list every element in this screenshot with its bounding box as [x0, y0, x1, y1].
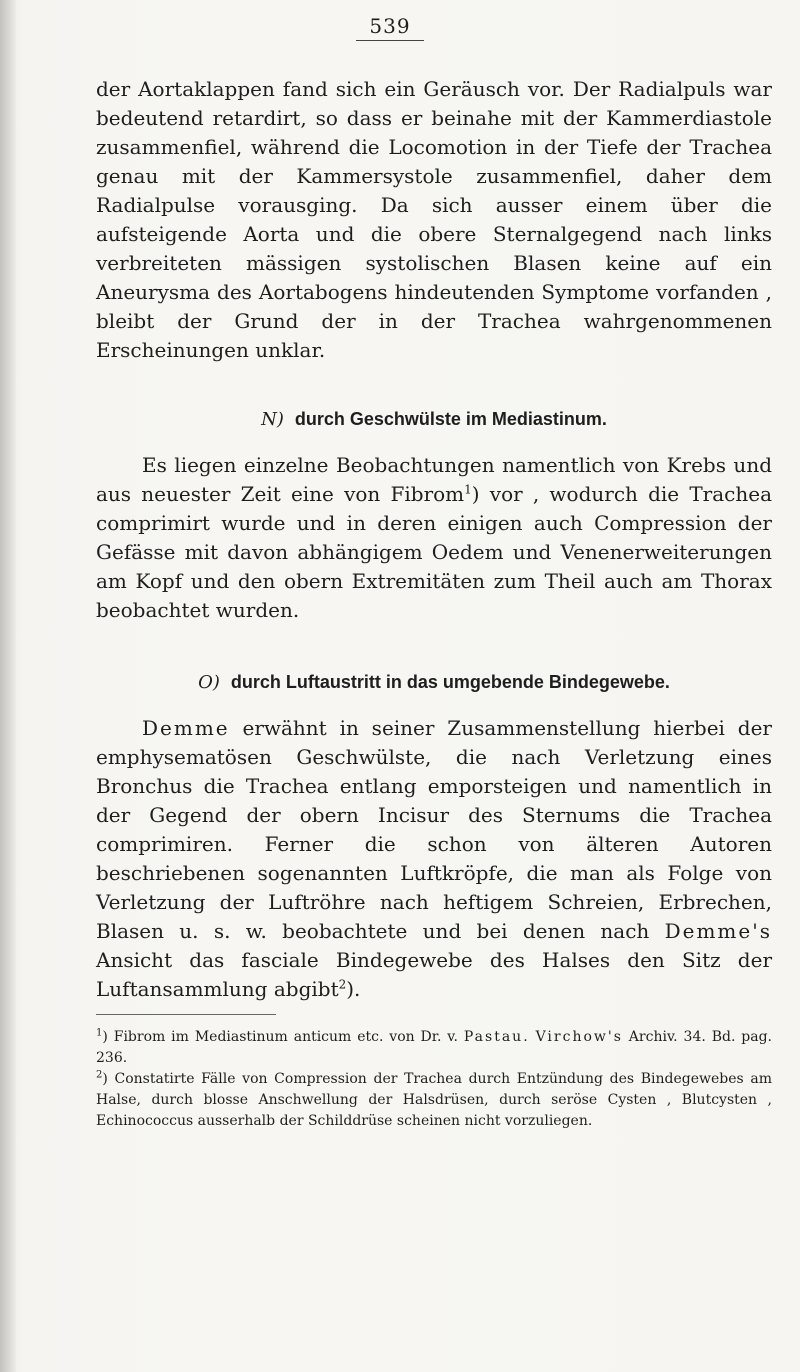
footnote-text: ) Fibrom im Mediastinum anticum etc. von Dr. v.	[102, 1029, 464, 1045]
spacer	[96, 434, 772, 451]
footnote-text: Archiv. 34. Bd. pag. 236.	[96, 1029, 773, 1066]
footnote-marker: 1	[96, 1027, 103, 1039]
paragraph-text: Ansicht das fasciale Bindegewebe des Halses den Sitz der Luftansammlung abgibt	[96, 948, 772, 1001]
spacer	[96, 365, 772, 405]
footnote-marker: 2	[96, 1069, 103, 1081]
paragraph-emphysema	[96, 714, 772, 1004]
section-title-mediastinum: durch Geschwülste im Mediastinum.	[294, 409, 607, 429]
page-edge-shadow	[0, 0, 16, 1372]
paragraph-text: Es liegen einzelne Beobachtungen namentlich von Krebs und aus neuester Zeit eine von Fibrom	[96, 453, 772, 506]
footnote-separator	[96, 1014, 276, 1015]
page-number-underline	[356, 40, 424, 41]
page-content	[96, 75, 772, 1132]
section-heading-mediastinum	[96, 405, 772, 434]
paragraph-text: ) vor , wodurch die Trachea comprimirt wurde und in deren einigen auch Compression der Gefässe mit davon abhängigem Oedem und Venenerweiterungen am Kopf und den obern Extremitäten zum Theil auch am Thorax beobachtet wurden.	[96, 482, 772, 622]
author-name: Pastau.	[463, 1029, 530, 1045]
footnote-1	[96, 1027, 772, 1069]
page-number: 539	[369, 14, 411, 38]
footnote-2	[96, 1069, 772, 1132]
source-name: Virchow's	[535, 1029, 623, 1045]
footnote-ref-1: 1	[464, 482, 472, 497]
spacer	[96, 625, 772, 668]
paragraph-text: erwähnt in seiner Zusammenstellung hierbei der emphysematösen Geschwülste, die nach Verletzung eines Bronchus die Trachea entlang emporsteigen und namentlich in der Gegend der obern Incisur des Sternums die Trachea comprimiren. Ferner die schon von älteren Autoren beschriebenen sogenannten Luftkröpfe, die man als Folge von Verletzung der Luftröhre nach heftigem Schreien, Erbrechen, Blasen u. s. w. beobachtete und bei denen nach	[96, 716, 772, 943]
footnote-ref-2: 2	[338, 977, 347, 992]
section-letter-o: O)	[198, 672, 220, 693]
section-letter-n: N)	[261, 409, 284, 430]
paragraph-mediastinal-tumors	[96, 451, 772, 625]
section-heading-air-leak	[96, 668, 772, 697]
footnote-text: ) Constatirte Fälle von Compression der Trachea durch Entzündung des Bindegewebes am Halse, durch blosse Anschwellung der Halsdrüsen, durch seröse Cysten , Blutcysten , Echinococcus ausserhalb der Schilddrüse scheinen nicht vorzuliegen.	[96, 1071, 772, 1129]
paragraph-aortic-valves: der Aortaklappen fand sich ein Geräusch vor. Der Radialpuls war bedeutend retardirt, so dass er beinahe mit der Kammerdiastole zusammenfiel, während die Locomotion in der Tiefe der Trachea genau mit der Kammersystole zusammenfiel, daher dem Radialpulse vorausging. Da sich ausser einem über die aufsteigende Aorta und die obere Sternalgegend nach links verbreiteten mässigen systolischen Blasen keine auf ein Aneurysma des Aortabogens hindeutenden Symptome vorfanden , bleibt der Grund der in der Trachea wahrgenommenen Erscheinungen unklar.	[96, 77, 772, 362]
section-title-air-leak: durch Luftaustritt in das umgebende Bindegewebe.	[230, 672, 670, 692]
author-name: Demme	[142, 716, 230, 740]
author-name: Demme's	[664, 919, 772, 943]
spacer	[96, 697, 772, 714]
paragraph-text: ).	[346, 977, 361, 1001]
